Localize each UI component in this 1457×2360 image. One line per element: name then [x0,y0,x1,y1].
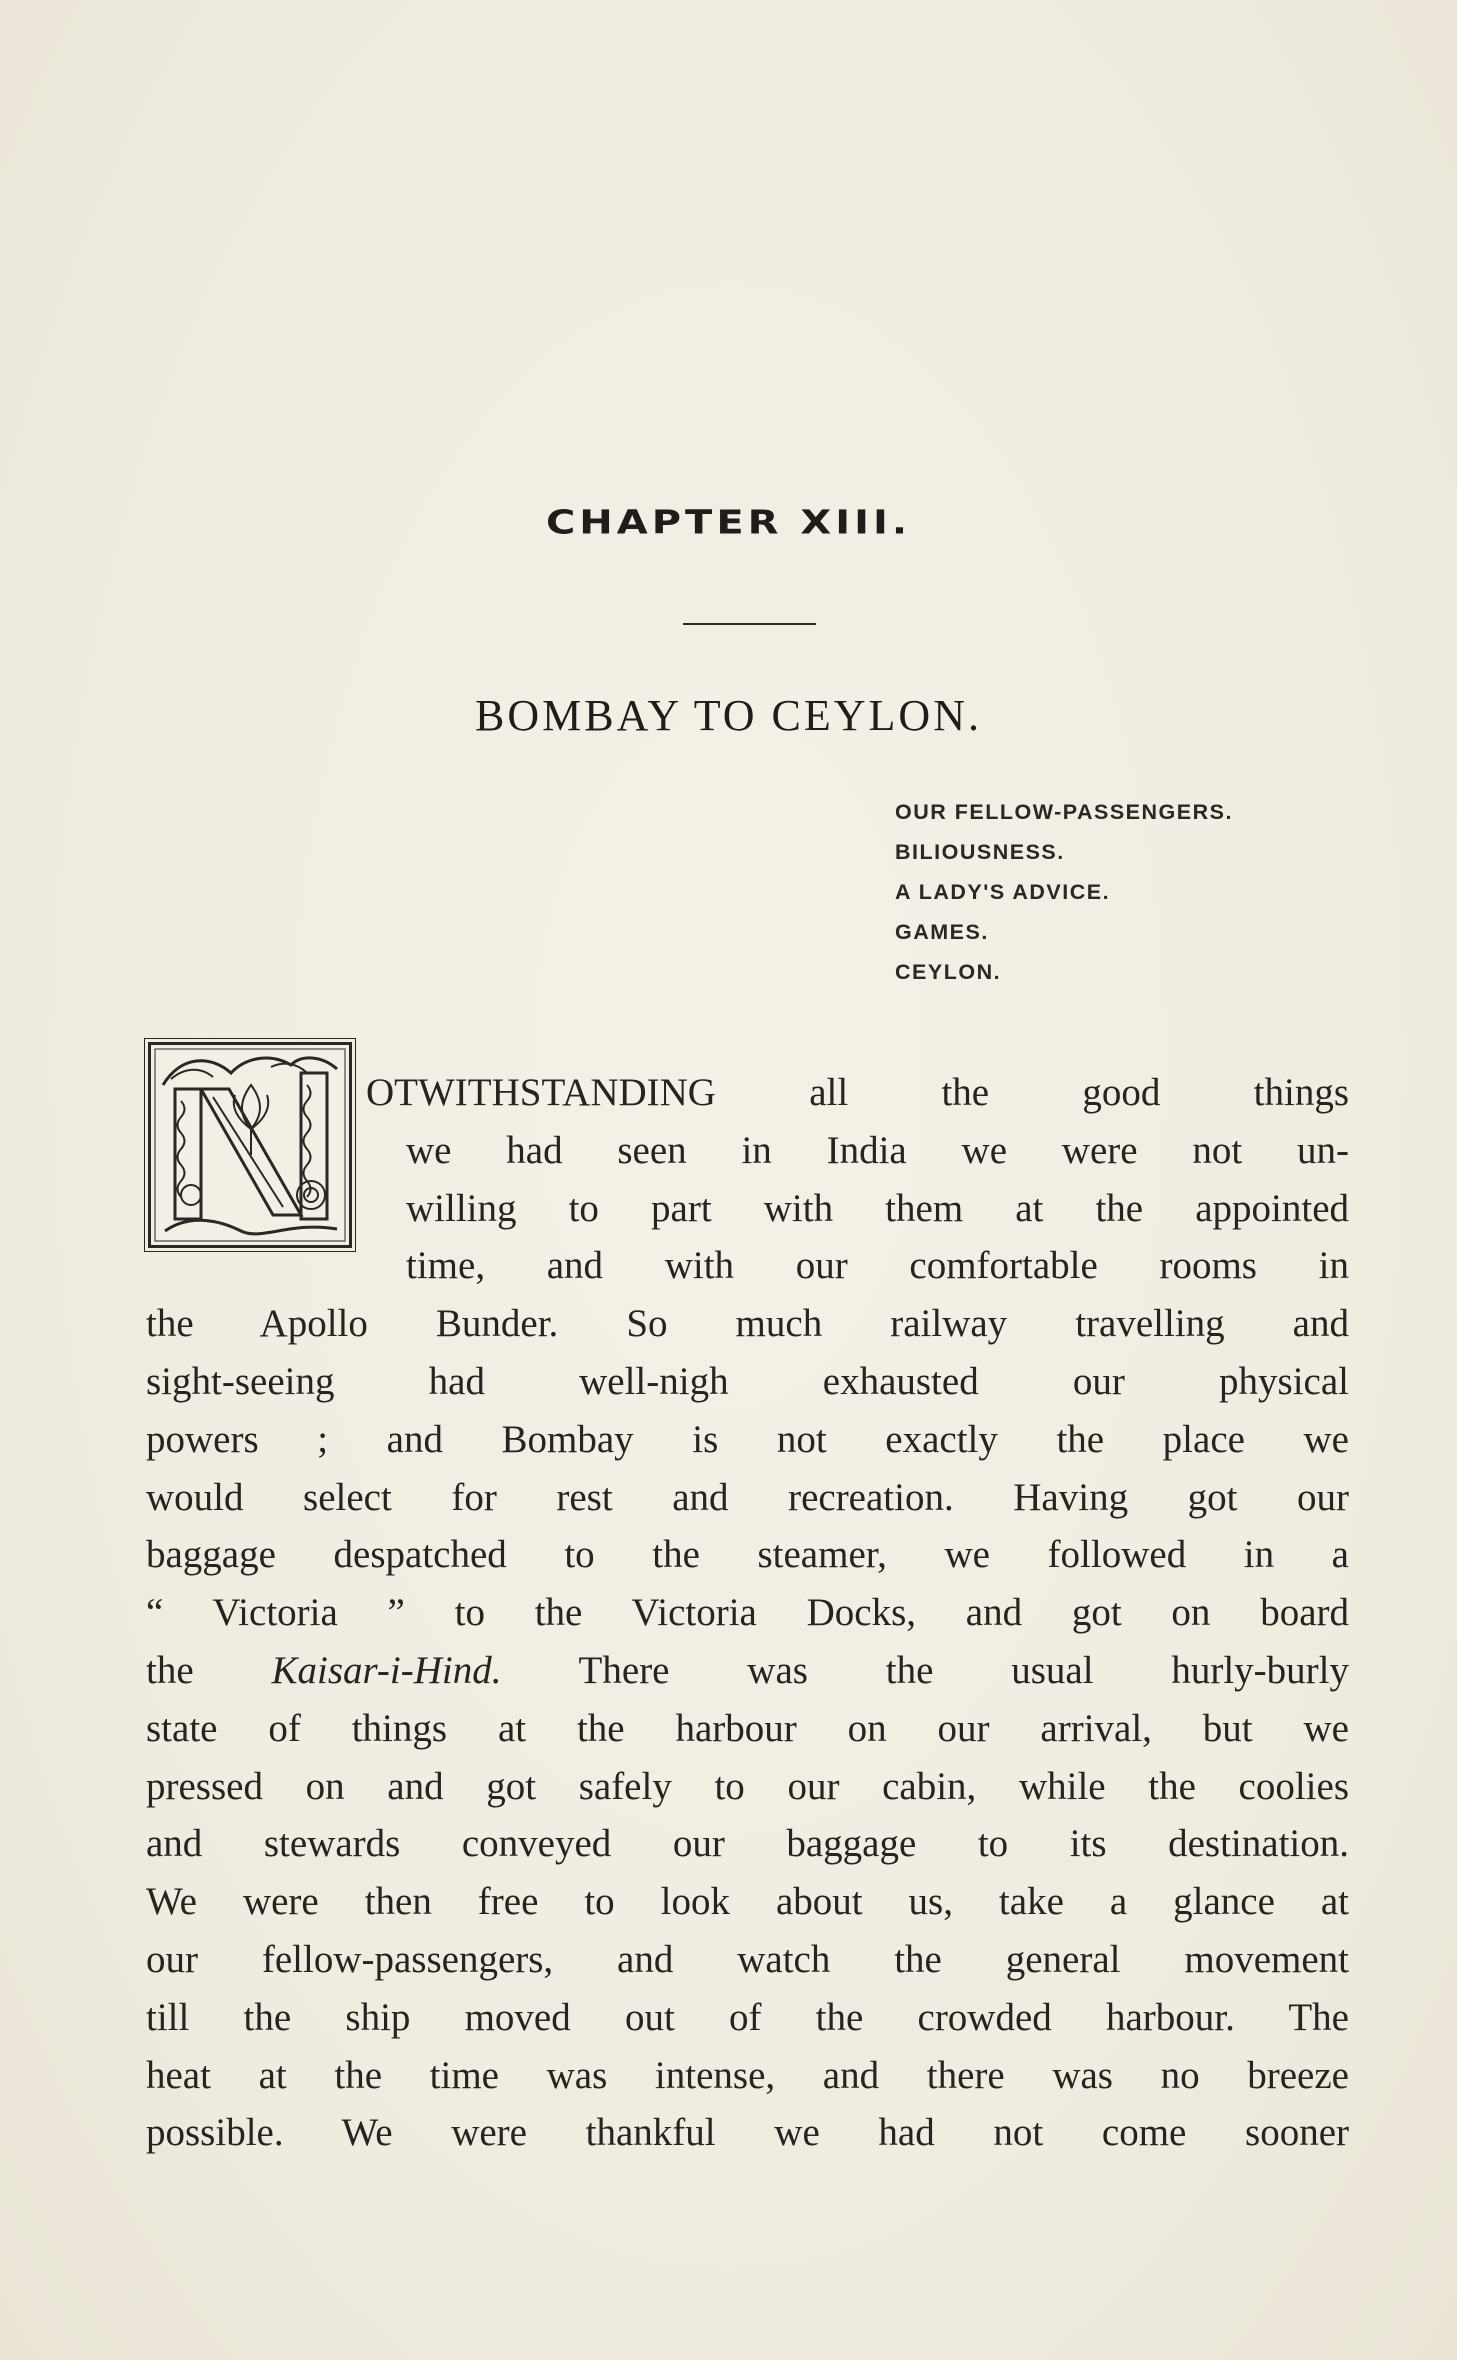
heading-rule [683,623,816,625]
text-line: possible. We were thankful we had not come sooner [146,2111,1349,2155]
text-line: we had seen in India we were not un- [406,1128,1349,1172]
chapter-contents [895,792,1233,992]
contents-item: OUR FELLOW-PASSENGERS. [895,800,1233,824]
text-line: baggage despatched to the steamer, we followed in a [146,1533,1349,1577]
contents-item: GAMES. [895,920,989,944]
contents-item: BILIOUSNESS. [895,840,1065,864]
text-line: heat at the time was intense, and there was no breeze [146,2053,1349,2097]
text-line: time, and with our comfortable rooms in [406,1244,1349,1288]
text-line: pressed on and got safely to our cabin, while the coolies [146,1764,1349,1808]
text-line: We were then free to look about us, take a glance at [146,1880,1349,1924]
text-line: and stewards conveyed our baggage to its destination. [146,1822,1349,1866]
text-segment: There was the usual hurly-burly [501,1648,1349,1692]
text-line: our fellow-passengers, and watch the general movement [146,1937,1349,1981]
text-line: sight-seeing had well-nigh exhausted our physical [146,1359,1349,1403]
text-line: OTWITHSTANDING all the good things [366,1071,1349,1114]
ship-name-italic: Kaisar-i-Hind. [271,1648,502,1692]
text-line: “ Victoria ” to the Victoria Docks, and got on board [146,1591,1349,1635]
contents-item: CEYLON. [895,960,1002,984]
text-line: state of things at the harbour on our arrival, but we [146,1706,1349,1750]
text-line: the Apollo Bunder. So much railway travelling and [146,1302,1349,1346]
text-line: willing to part with them at the appointed [406,1186,1349,1230]
chapter-title: BOMBAY TO CEYLON. [475,691,982,740]
text-line [146,1642,1349,1700]
contents-item: A LADY'S ADVICE. [895,880,1111,904]
text-line: till the ship moved out of the crowded harbour. The [146,1995,1349,2039]
body-text [146,1064,1349,2162]
text-segment: the [146,1648,272,1692]
chapter-heading: CHAPTER XIII. [545,504,912,542]
text-line: powers ; and Bombay is not exactly the place we [146,1417,1349,1461]
text-line: would select for rest and recreation. Having got our [146,1475,1349,1519]
